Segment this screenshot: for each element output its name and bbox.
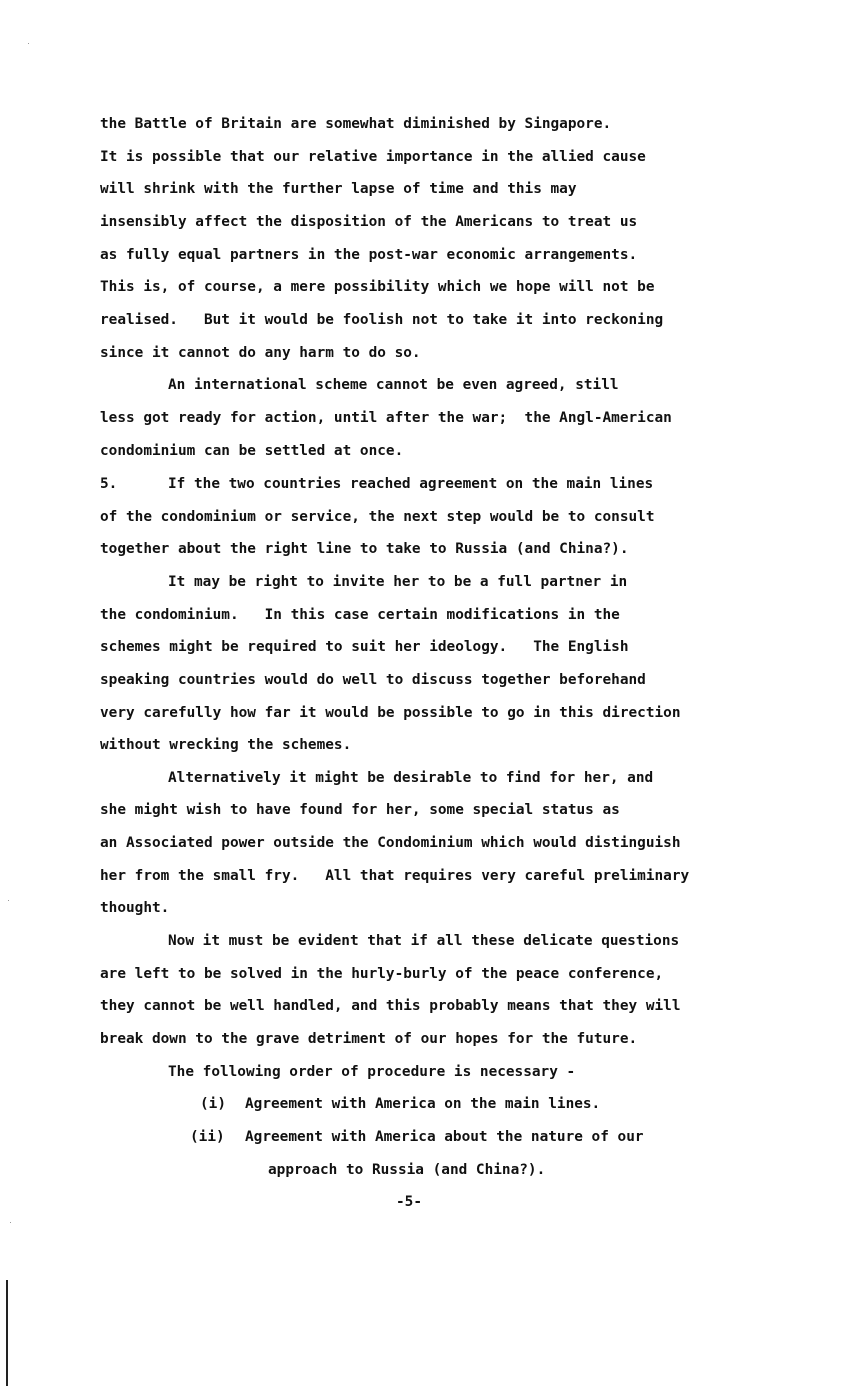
text-line: they cannot be well handled, and this probably means that they will	[100, 998, 681, 1014]
procedure-item-text: approach to Russia (and China?).	[268, 1162, 546, 1178]
section-number: 5.	[100, 476, 118, 492]
scan-speck	[8, 900, 9, 901]
procedure-intro: The following order of procedure is necessary -	[168, 1064, 576, 1080]
text-line: insensibly affect the disposition of the Americans to treat us	[100, 214, 638, 230]
text-line: she might wish to have found for her, some special status as	[100, 802, 620, 818]
scan-speck	[10, 1222, 11, 1223]
procedure-item-text: Agreement with America on the main lines.	[245, 1096, 601, 1112]
procedure-item-text: Agreement with America about the nature of our	[245, 1129, 644, 1145]
text-line: together about the right line to take to Russia (and China?).	[100, 541, 629, 557]
procedure-item-marker: (i)	[200, 1096, 226, 1112]
text-line: condominium can be settled at once.	[100, 443, 404, 459]
text-line: An international scheme cannot be even agreed, still	[168, 377, 619, 393]
procedure-item-marker: (ii)	[190, 1129, 225, 1145]
text-line: Alternatively it might be desirable to find for her, and	[168, 770, 654, 786]
text-line: It may be right to invite her to be a full partner in	[168, 574, 628, 590]
text-line: the Battle of Britain are somewhat diminished by Singapore.	[100, 116, 612, 132]
text-line: the condominium. In this case certain modifications in the	[100, 607, 620, 623]
text-line: since it cannot do any harm to do so.	[100, 345, 421, 361]
text-line: less got ready for action, until after the war; the Angl-American	[100, 410, 672, 426]
text-line: very carefully how far it would be possible to go in this direction	[100, 705, 681, 721]
text-line: realised. But it would be foolish not to take it into reckoning	[100, 312, 664, 328]
text-line: schemes might be required to suit her ideology. The English	[100, 639, 629, 655]
text-line: her from the small fry. All that requires very careful preliminary	[100, 868, 690, 884]
text-line: It is possible that our relative importance in the allied cause	[100, 149, 646, 165]
text-line: an Associated power outside the Condominium which would distinguish	[100, 835, 681, 851]
scan-edge-mark	[6, 1280, 8, 1386]
text-line: without wrecking the schemes.	[100, 737, 352, 753]
text-line: break down to the grave detriment of our hopes for the future.	[100, 1031, 638, 1047]
text-line: If the two countries reached agreement on the main lines	[168, 476, 654, 492]
text-line: Now it must be evident that if all these delicate questions	[168, 933, 680, 949]
text-line: of the condominium or service, the next step would be to consult	[100, 509, 655, 525]
text-line: will shrink with the further lapse of time and this may	[100, 181, 577, 197]
page-number: -5-	[396, 1194, 422, 1210]
text-line: as fully equal partners in the post-war economic arrangements.	[100, 247, 638, 263]
text-line: speaking countries would do well to discuss together beforehand	[100, 672, 646, 688]
text-line: This is, of course, a mere possibility which we hope will not be	[100, 279, 655, 295]
scan-speck	[28, 43, 29, 44]
text-line: are left to be solved in the hurly-burly of the peace conference,	[100, 966, 664, 982]
text-line: thought.	[100, 900, 170, 916]
